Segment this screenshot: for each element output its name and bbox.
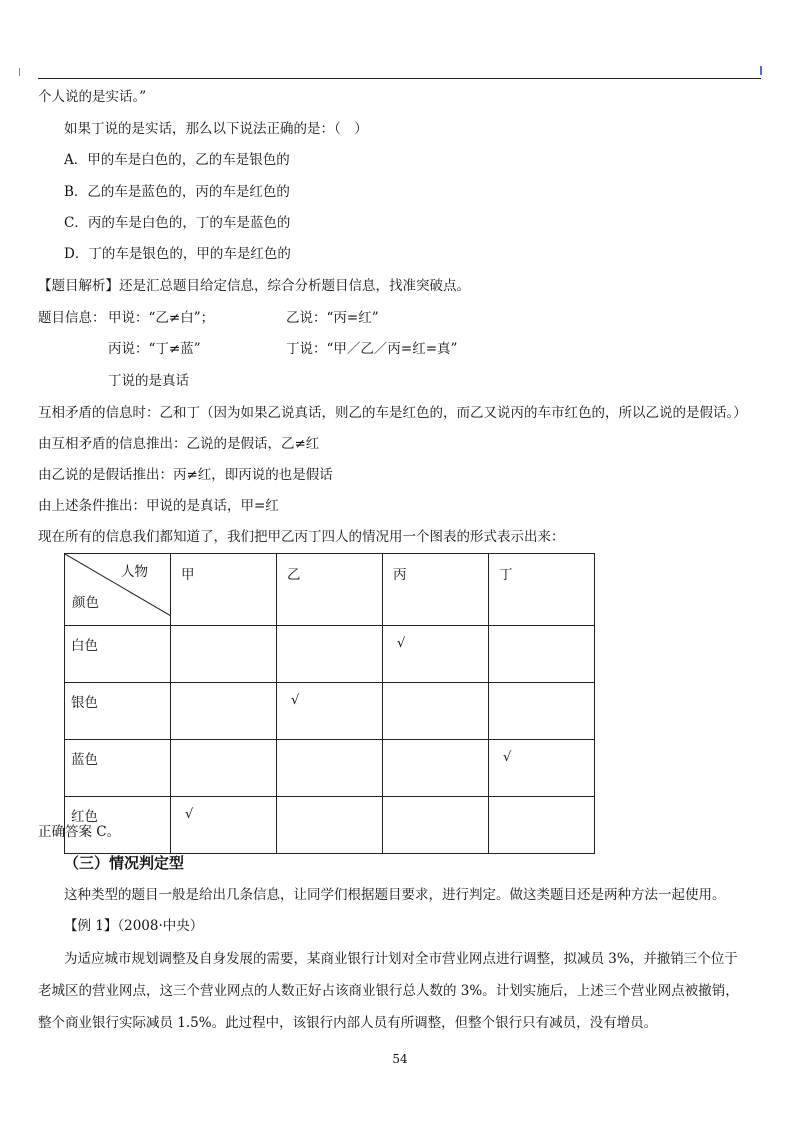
col-head-bing: 丙 [383, 554, 489, 626]
header-rule [38, 78, 761, 79]
check-mark: √ [291, 693, 300, 708]
example-line-1: 为适应城市规划调整及自身发展的需要，某商业银行计划对全市营业网点进行调整，拟减员 3%，并撤销三个位于 [64, 951, 738, 967]
row-label-blue: 蓝色 [65, 740, 171, 797]
info-bing: 丙说：“丁≠蓝” [108, 341, 201, 357]
table-cell [277, 626, 383, 683]
check-mark [277, 742, 291, 752]
reasoning-line-2: 由互相矛盾的信息推出：乙说的是假话，乙≠红 [38, 436, 320, 452]
check-mark [383, 799, 397, 809]
col-head-ding: 丁 [489, 554, 595, 626]
table-header-row [65, 554, 595, 626]
table-row [65, 626, 595, 683]
info-jia: 甲说：“乙≠白”； [108, 310, 215, 326]
table-cell [171, 626, 277, 683]
table-cell [489, 683, 595, 740]
option-b: B．乙的车是蓝色的，丙的车是红色的 [64, 184, 290, 200]
reasoning-line-3: 由乙说的是假话推出：丙≠红，即丙说的也是假话 [38, 467, 333, 483]
check-mark: √ [185, 807, 194, 822]
reasoning-line-4: 由上述条件推出：甲说的是真话，甲=红 [38, 498, 279, 514]
info-ding-true: 丁说的是真话 [108, 373, 189, 389]
table-cell [171, 797, 277, 854]
section-heading: （三）情况判定型 [64, 854, 185, 872]
check-mark [277, 799, 291, 809]
table-cell [277, 797, 383, 854]
check-mark [489, 685, 503, 695]
table-cell [383, 683, 489, 740]
info-label: 题目信息： [38, 310, 106, 326]
check-mark: √ [503, 750, 512, 765]
section-intro: 这种类型的题目一般是给出几条信息，让同学们根据题目要求，进行判定。做这类题目还是两种方法一起使用。 [64, 887, 726, 903]
check-mark: √ [397, 636, 406, 651]
row-label-red: 红色 [65, 797, 171, 854]
color-table [64, 553, 595, 854]
table-cell [489, 797, 595, 854]
analysis-title: 【题目解析】还是汇总题目给定信息，综合分析题目信息，找准突破点。 [38, 278, 470, 294]
corner-label-people: 人物 [121, 564, 148, 580]
check-mark [489, 628, 503, 638]
example-line-3: 整个商业银行实际减员 1.5%。此过程中，该银行内部人员有所调整，但整个银行只有减员，没有增员。 [38, 1015, 658, 1031]
table-cell [277, 683, 383, 740]
check-mark [171, 742, 185, 752]
table-row [65, 740, 595, 797]
col-head-yi: 乙 [277, 554, 383, 626]
corner-label-color: 颜色 [72, 595, 99, 611]
example-label: 【例 1】（2008·中央） [64, 918, 204, 934]
example-line-2: 老城区的营业网点，这三个营业网点的人数正好占该商业银行总人数的 3%。计划实施后，上述三个营业网点被撤销， [38, 983, 739, 999]
corner-cell [65, 554, 171, 626]
check-mark [489, 799, 503, 809]
info-ding: 丁说：“甲／乙／丙=红=真” [286, 341, 458, 357]
option-d: D．丁的车是银色的，甲的车是红色的 [64, 246, 291, 262]
row-label-white: 白色 [65, 626, 171, 683]
continuation-text: 个人说的是实话。” [38, 89, 147, 105]
table-cell [383, 740, 489, 797]
col-head-jia: 甲 [171, 554, 277, 626]
table-cell [383, 797, 489, 854]
right-margin-mark [760, 66, 762, 75]
left-margin-mark [19, 68, 20, 76]
reasoning-line-1: 互相矛盾的信息时：乙和丁（因为如果乙说真话，则乙的车是红色的，而乙又说丙的车市红色的，所以乙说的是假话。） [38, 405, 747, 421]
answer-text: 正确答案 C。 [38, 824, 121, 840]
check-mark [277, 628, 291, 638]
table-cell [277, 740, 383, 797]
check-mark [171, 628, 185, 638]
check-mark [171, 685, 185, 695]
table-cell [489, 740, 595, 797]
table-cell [171, 740, 277, 797]
table-row [65, 683, 595, 740]
table-cell [489, 626, 595, 683]
option-a: A．甲的车是白色的，乙的车是银色的 [64, 152, 290, 168]
check-mark [383, 742, 397, 752]
check-mark [383, 685, 397, 695]
option-c: C．丙的车是白色的，丁的车是蓝色的 [64, 215, 291, 231]
question-text: 如果丁说的是实话，那么以下说法正确的是：（ ） [64, 121, 368, 137]
row-label-silver: 银色 [65, 683, 171, 740]
reasoning-line-5: 现在所有的信息我们都知道了，我们把甲乙丙丁四人的情况用一个图表的形式表示出来： [38, 529, 565, 545]
table-cell [171, 683, 277, 740]
table-row [65, 797, 595, 854]
page-number: 54 [392, 1052, 408, 1066]
info-yi: 乙说：“丙=红” [286, 310, 379, 326]
table-cell [383, 626, 489, 683]
